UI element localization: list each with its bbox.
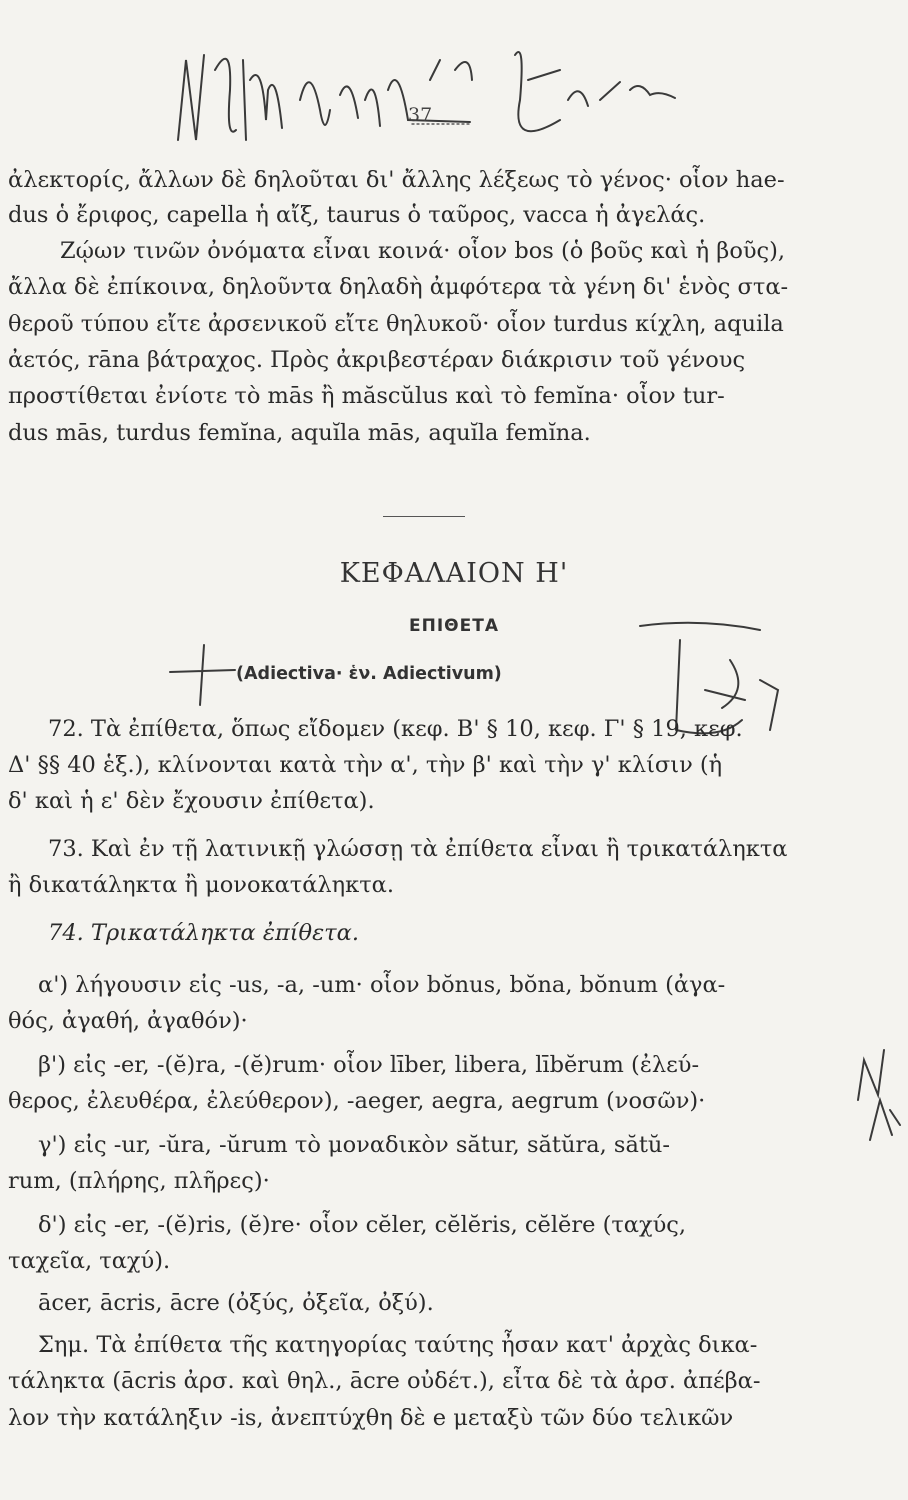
para-74-line: θός, ἀγαθή, ἀγαθόν)· (8, 1008, 248, 1034)
para-72-line: Δ' §§ 40 ἑξ.), κλίνονται κατὰ τὴν α', τὴν β' καὶ τὴν γ' κλίσιν (ἡ (8, 752, 723, 778)
chapter-title: ΚΕΦΑΛΑΙΟΝ Η' (339, 558, 569, 589)
para-73-line: 73. Καὶ ἐν τῇ λατινικῇ γλώσσῃ τὰ ἐπίθετα εἶναι ἢ τρικατάληκτα (48, 836, 788, 862)
para-top-line: ἀετός, rāna βάτραχος. Πρὸς ἀκριβεστέραν διάκρισιν τοῦ γένους (8, 347, 746, 373)
para-74-line: δ') εἰς -er, -(ĕ)ris, (ĕ)re· οἷον cĕler, cĕlĕris, cĕlĕre (ταχύς, (38, 1212, 687, 1238)
para-top-line: ἄλλα δὲ ἐπίκοινα, δηλοῦντα δηλαδὴ ἀμφότερα τὰ γένη δι' ἑνὸς στα- (8, 274, 789, 300)
para-top-line: θεροῦ τύπου εἴτε ἀρσενικοῦ εἴτε θηλυκοῦ· οἷον turdus κίχλη, aquila (8, 311, 784, 337)
para-74-line: γ') εἰς -ur, -ŭra, -ŭrum τὸ μοναδικὸν sătur, sătŭra, sătŭ- (38, 1132, 671, 1158)
para-74-line: ācer, ācris, ācre (ὀξύς, ὀξεῖα, ὀξύ). (38, 1290, 434, 1316)
para-top-line: dus ὁ ἔριφος, capella ἡ αἴξ, taurus ὁ ταῦρος, vacca ἡ ἀγελάς. (8, 202, 706, 228)
section-divider (383, 516, 465, 517)
para-74-line: rum, (πλήρης, πλῆρες)· (8, 1168, 270, 1194)
para-top-line: dus mās, turdus femĭna, aquĭla mās, aquĭla femĭna. (8, 420, 591, 446)
page-number: 37 (408, 104, 433, 126)
handwriting-margin (858, 1050, 900, 1140)
para-top-line: προστίθεται ἐνίοτε τὸ mās ἢ măscŭlus καὶ τὸ femĭna· οἷον tur- (8, 383, 725, 409)
para-74-line: β') εἰς -er, -(ĕ)ra, -(ĕ)rum· οἷον līber, libera, lībĕrum (ἐλεύ- (38, 1052, 700, 1078)
para-74-title: 74. Τρικατάληκτα ἐπίθετα. (48, 920, 359, 946)
para-72-line: 72. Τὰ ἐπίθετα, ὅπως εἴδομεν (κεφ. Β' § 10, κεφ. Γ' § 19, κεφ. (48, 716, 743, 742)
para-72-line: δ' καὶ ἡ ε' δὲν ἔχουσιν ἐπίθετα). (8, 788, 375, 814)
para-74-line: α') λήγουσιν εἰς -us, -a, -um· οἷον bŏnus, bŏna, bŏnum (ἀγα- (38, 972, 726, 998)
handwriting-top (178, 52, 675, 140)
para-73-line: ἢ δικατάληκτα ἢ μονοκατάληκτα. (8, 872, 395, 898)
para-top-line: ἀλεκτορίς, ἄλλων δὲ δηλοῦται δι' ἄλλης λέξεως τὸ γένος· οἷον hae- (8, 167, 785, 193)
section-title: ΕΠΙΘΕΤΑ (409, 616, 499, 636)
note-line: τάληκτα (ācris ἀρσ. καὶ θηλ., ācre οὐδέτ.), εἶτα δὲ τὰ ἀρσ. ἀπέβα- (8, 1368, 761, 1394)
para-74-line: ταχεῖα, ταχύ). (8, 1248, 171, 1274)
handwriting-cross (170, 645, 235, 705)
note-line: λον τὴν κατάληξιν -is, ἀνεπτύχθη δὲ e μεταξὺ τῶν δύο τελικῶν (8, 1405, 734, 1431)
para-74-line: θερος, ἐλευθέρα, ἐλεύθερον), -aeger, aegra, aegrum (νοσῶν)· (8, 1088, 706, 1114)
section-latin-title: (Adiectiva· ἑν. Adiectivum) (236, 664, 502, 684)
para-top-line: Ζῴων τινῶν ὀνόματα εἶναι κοινά· οἷον bos (ὁ βοῦς καὶ ἡ βοῦς), (60, 238, 786, 264)
note-line: Σημ. Τὰ ἐπίθετα τῆς κατηγορίας ταύτης ἦσαν κατ' ἀρχὰς δικα- (38, 1332, 758, 1358)
